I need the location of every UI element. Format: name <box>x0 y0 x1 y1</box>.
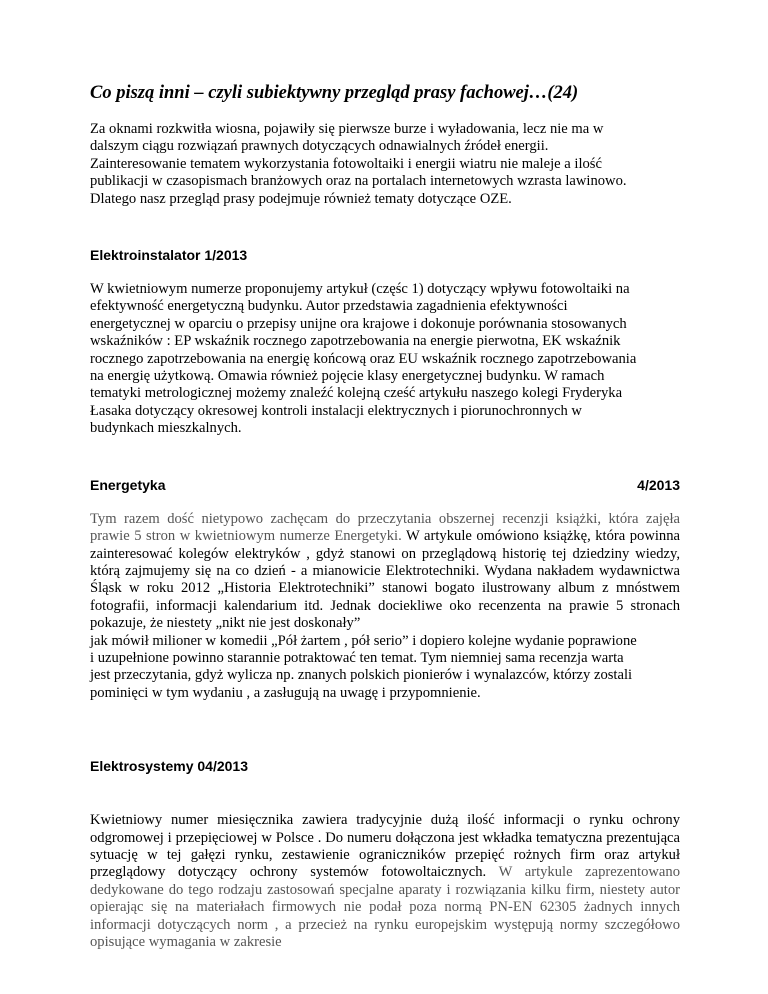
elektrosystemy-gray-text: W artykule zaprezentowano dedykowane do tego rodzaju zastosowań specjalne aparaty i rozwiązania kilku firm, niestety autor opierając się na materiałach firmowych nie podał poza normą PN-EN 62305 żadnych innych informacji dotyczących norm , a przecież na rynku europejskim występują normy szczegółowo opisujące wymagania w zakresie <box>90 864 680 950</box>
section-heading-elektrosystemy: Elektrosystemy 04/2013 <box>90 758 248 775</box>
paragraph-line: budynkach mieszkalnych. <box>90 420 242 437</box>
section-heading-title: Energetyka <box>90 476 166 493</box>
paragraph-line: tematyki metrologicznej możemy znaleźć kolejną cześć artykułu naszego kolegi Fryderyka <box>90 385 623 402</box>
intro-line: Za oknami rozkwitła wiosna, pojawiły się pierwsze burze i wyładowania, lecz nie ma w <box>90 121 604 137</box>
paragraph-line: W kwietniowym numerze proponujemy artykuł (częśc 1) dotyczący wpływu fotowoltaiki na <box>90 281 630 298</box>
page-title: Co piszą inni – czyli subiektywny przegląd prasy fachowej…(24) <box>90 83 579 103</box>
intro-line: Zainteresowanie tematem wykorzystania fotowoltaiki i energii wiatru nie maleje a ilość <box>90 155 602 172</box>
section-paragraph-elektroinstalator <box>90 281 680 438</box>
section-paragraph-elektrosystemy <box>90 812 680 951</box>
paragraph-line: na energię użytkową. Omawia również pojęcie klasy energetycznej budynku. W ramach <box>90 368 605 385</box>
paragraph-line: Łasaka dotyczący okresowej kontroli instalacji elektrycznych i piorunochronnych w <box>90 402 582 419</box>
review-body-text: W artykule omówiono książkę, która powinna zainteresować kolegów elektryków , gdyż stanowi on przeglądową historię tej dziedziny wiedzy, którą zajmujemy się na co dzień - a mianowicie Elektrotechniki. Wydana nakładem wydawnictwa Śląsk w roku 2012 „Historia Elektrotechniki” stanowi bogato ilustrowany album z mnóstwem fotografii, informacji kalendarium itd. Jednak dociekliwe oko recenzenta na prawie 5 stronach pokazuje, że niestety „nikt nie jest doskonały” <box>90 528 681 632</box>
section-heading-elektroinstalator: Elektroinstalator 1/2013 <box>90 247 248 264</box>
paragraph-line: wskaźników : EP wskaźnik rocznego zapotrzebowania na energie pierwotna, EK wskaźnik <box>90 333 621 350</box>
paragraph-line: jest przeczytania, gdyż wylicza np. znanych polskich pionierów i wynalazców, którzy zostali <box>90 667 633 684</box>
intro-paragraph <box>90 121 680 208</box>
paragraph-line: jak mówił milioner w komedii „Pół żartem , pół serio” i dopiero kolejne wydanie poprawione <box>90 632 637 649</box>
intro-line: dalszym ciągu rozwiązań prawnych dotyczących odnawialnych źródeł energii. <box>90 138 549 155</box>
paragraph-line: rocznego zapotrzebowania na energię końcową oraz EU wskaźnik rocznego zapotrzebowania <box>90 350 637 367</box>
paragraph-line: pominięci w tym wydaniu , a zasługują na uwagę i przypomnienie. <box>90 684 481 701</box>
paragraph-line: i uzupełnione powinno starannie potraktować ten temat. Tym niemniej sama recenzja warta <box>90 649 624 666</box>
section-heading-issue: 4/2013 <box>637 476 680 493</box>
intro-line: publikacji w czasopismach branżowych oraz na portalach internetowych wzrasta lawinowo. <box>90 173 627 190</box>
section-heading-energetyka <box>90 476 680 494</box>
section-paragraph-energetyka <box>90 511 680 633</box>
section-paragraph-energetyka-cont <box>90 633 680 703</box>
review-intro-text: Tym razem dość nietypowo zachęcam do przeczytania obszernej recenzji książki, która zajęła prawie 5 stron w kwietniowym numerze Energetyki. <box>90 510 680 545</box>
intro-line: Dlatego nasz przegląd prasy podejmuje również tematy dotyczące OZE. <box>90 190 512 207</box>
document-page <box>90 82 680 951</box>
paragraph-line: energetycznej w oparciu o przepisy unijne ora krajowe i dokonuje porównania stosowanych <box>90 315 627 332</box>
elektrosystemy-body-text: Kwietniowy numer miesięcznika zawiera tradycyjnie dużą ilość informacji o rynku ochrony odgromowej i przepięciowej w Polsce . Do numeru dołączona jest wkładka tematyczna prezentująca sytuację w tej gałęzi rynku, zestawienie ograniczników przepięć rożnych firm oraz artykuł przeglądowy dotyczący ochrony systemów fotowoltaicznych. <box>90 812 680 881</box>
paragraph-line: efektywność energetyczną budynku. Autor przedstawia zagadnienia efektywności <box>90 298 568 315</box>
